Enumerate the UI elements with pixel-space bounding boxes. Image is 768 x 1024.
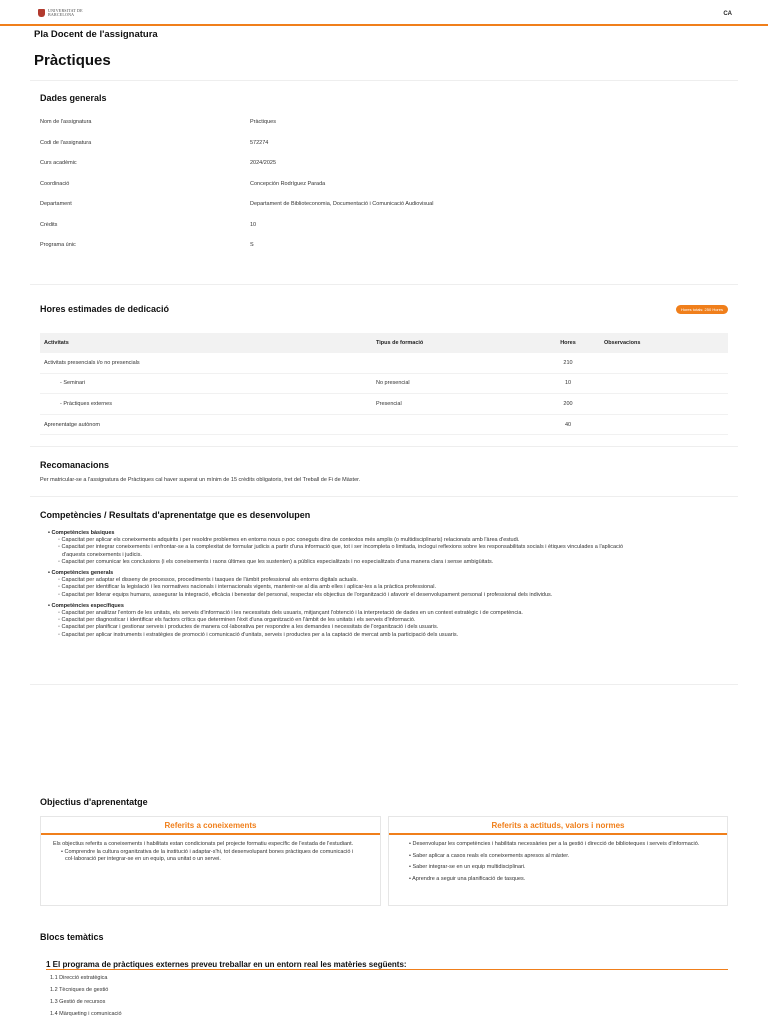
- general-row: [40, 133, 728, 154]
- item-text: Comprendre la cultura organitzativa de la institució i adaptar-s'hi, tot desenvolupant bones pràctiques de comunicació i col·laboració per integrar-se en un equip, una unitat o un servei.: [64, 848, 354, 863]
- item-text: Capacitat per planificar i gestionar serveis i productes de manera col·laborativa per respondre a les demandes i necessitats de l'organització i dels usuaris.: [61, 624, 439, 631]
- row-key: Nom de l'assignatura: [40, 119, 92, 126]
- table-row: [40, 374, 728, 395]
- row-value: 2024/2025: [250, 160, 276, 167]
- list-item-continuation: d'aquests coneixements i judicis.: [62, 551, 142, 558]
- university-logo[interactable]: [38, 9, 83, 17]
- block-heading-underline: [46, 969, 728, 970]
- divider: [30, 446, 738, 447]
- row-value: 572274: [250, 139, 269, 146]
- list-item: ◦ Capacitat per diagnosticar i identificar els factors crítics que determinen l'èxit d'una organització en l'àmbit de les unitats i els serveis d'informació.: [58, 617, 416, 624]
- cell-activitat: - Seminari: [60, 380, 86, 387]
- cell-hores: 40: [564, 421, 572, 428]
- item-text: Capacitat per identificar la legislació i les normatives nacionals i internacionals vigents, mantenir-se al dia amb elles i aplicar-les a la pràctica professional.: [61, 584, 436, 591]
- list-item: ◦ Capacitat per comunicar les conclusions (i els coneixements i raons últimes que les sustenten) a públics especialitzats i no especialitzats d'una manera clara i sense ambigüitats.: [58, 558, 494, 565]
- list-item: • Saber integrar-se en un equip multidisciplinari.: [409, 864, 526, 871]
- general-data-list: [40, 112, 728, 256]
- top-bar: [0, 0, 768, 26]
- row-key: Crèdits: [40, 221, 58, 228]
- item-text: Capacitat per integrar coneixements i enfrontar-se a la complexitat de formular judicis a partir d'una informació que, tot i ser incompleta o limitada, inclogui reflexions sobre les responsabilitats socials i ètiques vinculades a l'aplicació: [61, 544, 624, 551]
- general-data-title: Dades generals: [40, 93, 107, 103]
- table-row: [40, 353, 728, 374]
- competence-group-title: • Competències generals: [48, 570, 114, 577]
- row-key: Curs acadèmic: [40, 160, 77, 167]
- language-selector[interactable]: CA: [723, 11, 732, 17]
- group-name: Competències bàsiques: [51, 530, 115, 536]
- row-value: 10: [250, 221, 257, 228]
- objectives-attitudes-box: [388, 816, 728, 906]
- cell-activitat: Aprenentatge autònom: [44, 421, 100, 428]
- list-item: ◦ Capacitat per adaptar el disseny de processos, procediments i tasques de l'àmbit professional als entorns digitals actuals.: [58, 577, 358, 584]
- objectives-knowledge-box: [40, 816, 381, 906]
- row-key: Departament: [40, 201, 72, 208]
- recommendations-text: Per matricular-se a l'assignatura de Pràctiques cal haver superat un mínim de 15 crèdits obligatoris, tret del Treball de Fi de Màster.: [40, 477, 361, 483]
- hours-table: [40, 333, 728, 435]
- item-text: Capacitat per aplicar els coneixements adquirits i per resoldre problemes en entorns nous o poc coneguts dins de contextos més amplis (o multidisciplinaris) relacionats amb l'àrea d'estudi.: [61, 537, 520, 544]
- breadcrumb: Pla Docent de l'assignatura: [34, 29, 158, 40]
- list-item: 1.2 Tècniques de gestió: [50, 987, 109, 993]
- thematic-blocks-title: Blocs temàtics: [40, 932, 104, 942]
- item-text: Capacitat per comunicar les conclusions (i els coneixements i raons últimes que les sustenten) a públics especialitzats i no especialitzats d'una manera clara i sense ambigüitats.: [61, 558, 494, 565]
- list-item: 1.3 Gestió de recursos: [50, 999, 106, 1005]
- item-text: Capacitat per analitzar l'entorn de les unitats, els serveis d'informació i les necessitats dels usuaris, mitjançant l'obtenció i la interpretació de dades en un context estratègic i de competència.: [61, 610, 523, 617]
- block-list: [50, 974, 122, 1022]
- cell-activitat: - Pràctiques externes: [60, 400, 112, 407]
- block-heading: 1 El programa de pràctiques externes preveu treballar en un entorn real les matèries següents:: [46, 960, 407, 969]
- row-value: Pràctiques: [250, 119, 276, 126]
- box-title: Referits a coneixements: [41, 817, 380, 835]
- general-row: [40, 174, 728, 195]
- item-text: Saber integrar-se en un equip multidisciplinari.: [412, 864, 526, 871]
- list-item: ◦ Capacitat per identificar la legislació i les normatives nacionals i internacionals vigents, mantenir-se al dia amb elles i aplicar-les a la pràctica professional.: [58, 584, 436, 591]
- cell-hores: 10: [564, 380, 572, 387]
- list-item: • Aprendre a seguir una planificació de tasques.: [409, 875, 526, 882]
- list-item: ◦ Capacitat per aplicar els coneixements adquirits i per resoldre problemes en entorns nous o poc coneguts dins de contextos més amplis (o multidisciplinaris) relacionats amb l'àrea d'estudi.: [58, 537, 520, 544]
- box-intro: Els objectius referits a coneixements i habilitats estan condicionats pel projecte formatiu específic de l'estada de l'estudiant.: [53, 841, 354, 847]
- box-body: [41, 835, 380, 870]
- item-text: Saber aplicar a casos reals els coneixements apresos al màster.: [412, 852, 570, 859]
- cell-tipus: Presencial: [376, 400, 402, 407]
- competences-title: Competències / Resultats d'aprenentatge que es desenvolupen: [40, 510, 311, 520]
- list-item: • Desenvolupar les competències i habilitats necessàries per a la gestió i direcció de biblioteques i serveis d'informació.: [409, 841, 700, 847]
- general-row: [40, 112, 728, 133]
- group-name: Competències generals: [51, 570, 114, 577]
- box-title: Referits a actituds, valors i normes: [389, 817, 727, 835]
- general-row: [40, 215, 728, 236]
- box-body: [389, 835, 727, 893]
- list-item: 1.4 Màrqueting i comunicació: [50, 1011, 122, 1017]
- general-row: [40, 153, 728, 174]
- list-item: • Comprendre la cultura organitzativa de la institució i adaptar-s'hi, tot desenvolupant bones pràctiques de comunicació i col·laboració per integrar-se en un equip, una unitat o un servei.: [61, 848, 354, 863]
- row-key: Programa únic: [40, 242, 76, 249]
- divider: [30, 496, 738, 497]
- col-observacions: Observacions: [604, 340, 641, 346]
- page-title: Pràctiques: [34, 52, 111, 69]
- row-value: Concepción Rodríguez Parada: [250, 180, 326, 187]
- col-activitats: Activitats: [44, 340, 69, 346]
- item-text: Capacitat per aplicar instruments i estratègies de promoció i comunicació d'unitats, serveis i productes per a la captació de mercat amb la participació dels usuaris.: [61, 631, 459, 638]
- item-text: Capacitat per diagnosticar i identificar els factors crítics que determinen l'èxit d'una organització en l'àmbit de les unitats i els serveis d'informació.: [61, 617, 416, 624]
- row-key: Coordinació: [40, 180, 70, 187]
- list-item: ◦ Capacitat per planificar i gestionar serveis i productes de manera col·laborativa per respondre a les demandes i necessitats de l'organització i dels usuaris.: [58, 624, 439, 631]
- cell-hores: 210: [563, 359, 573, 366]
- item-text: Capacitat per adaptar el disseny de processos, procediments i tasques de l'àmbit professional als entorns digitals actuals.: [61, 577, 358, 584]
- divider: [30, 684, 738, 685]
- logo-line-1: UNIVERSITAT DE: [48, 8, 83, 13]
- cell-hores: 200: [563, 400, 573, 407]
- item-text: Desenvolupar les competències i habilitats necessàries per a la gestió i direcció de biblioteques i serveis d'informació.: [412, 841, 700, 847]
- competence-group-title: • Competències bàsiques: [48, 530, 115, 536]
- table-row: [40, 415, 728, 436]
- objectives-title: Objectius d'aprenentatge: [40, 797, 148, 807]
- list-item: • Saber aplicar a casos reals els coneixements apresos al màster.: [409, 852, 570, 859]
- table-header: [40, 333, 728, 353]
- row-key: Codi de l'assignatura: [40, 139, 92, 146]
- row-value: S: [250, 242, 254, 249]
- list-item: 1.1 Direcció estratègica: [50, 975, 108, 981]
- hours-title: Hores estimades de dedicació: [40, 304, 170, 314]
- cell-activitat: Activitats presencials i/o no presencials: [44, 359, 140, 366]
- competences-list: [48, 530, 728, 639]
- group-name: Competències específiques: [51, 602, 124, 609]
- item-text: Aprendre a seguir una planificació de tasques.: [412, 875, 526, 882]
- general-row: [40, 235, 728, 256]
- divider: [30, 80, 738, 81]
- list-item: ◦ Capacitat per aplicar instruments i estratègies de promoció i comunicació d'unitats, serveis i productes per a la captació de mercat amb la participació dels usuaris.: [58, 631, 459, 638]
- competence-group-title: • Competències específiques: [48, 602, 124, 609]
- recommendations-title: Recomanacions: [40, 460, 110, 470]
- total-hours-badge: Hores totals: 250 Hores: [676, 305, 728, 314]
- table-row: [40, 394, 728, 415]
- crest-icon: [38, 9, 45, 17]
- row-value: Departament de Biblioteconomia, Documentació i Comunicació Audiovisual: [250, 201, 434, 208]
- general-row: [40, 194, 728, 215]
- list-item: ◦ Capacitat per integrar coneixements i enfrontar-se a la complexitat de formular judicis a partir d'una informació que, tot i ser incompleta o limitada, inclogui reflexions sobre les responsabilitats socials i ètiques vinculades a l'aplicació: [58, 544, 624, 551]
- list-item: ◦ Capacitat per analitzar l'entorn de les unitats, els serveis d'informació i les necessitats dels usuaris, mitjançant l'obtenció i la interpretació de dades en un context estratègic i de competència.: [58, 610, 523, 617]
- logo-line-2: BARCELONA: [48, 12, 75, 17]
- divider: [30, 284, 738, 285]
- col-tipus: Tipus de formació: [376, 340, 424, 346]
- cell-tipus: No presencial: [376, 380, 410, 387]
- item-text: Capacitat per liderar equips humans, assegurar la integració, eficàcia i benestar del personal, respectar els objectius de l'organització i afavorir el desenvolupament personal i professional dels individus.: [61, 591, 553, 598]
- list-item: ◦ Capacitat per liderar equips humans, assegurar la integració, eficàcia i benestar del personal, respectar els objectius de l'organització i afavorir el desenvolupament personal i professional dels individus.: [58, 591, 553, 598]
- col-hores: Hores: [560, 340, 576, 346]
